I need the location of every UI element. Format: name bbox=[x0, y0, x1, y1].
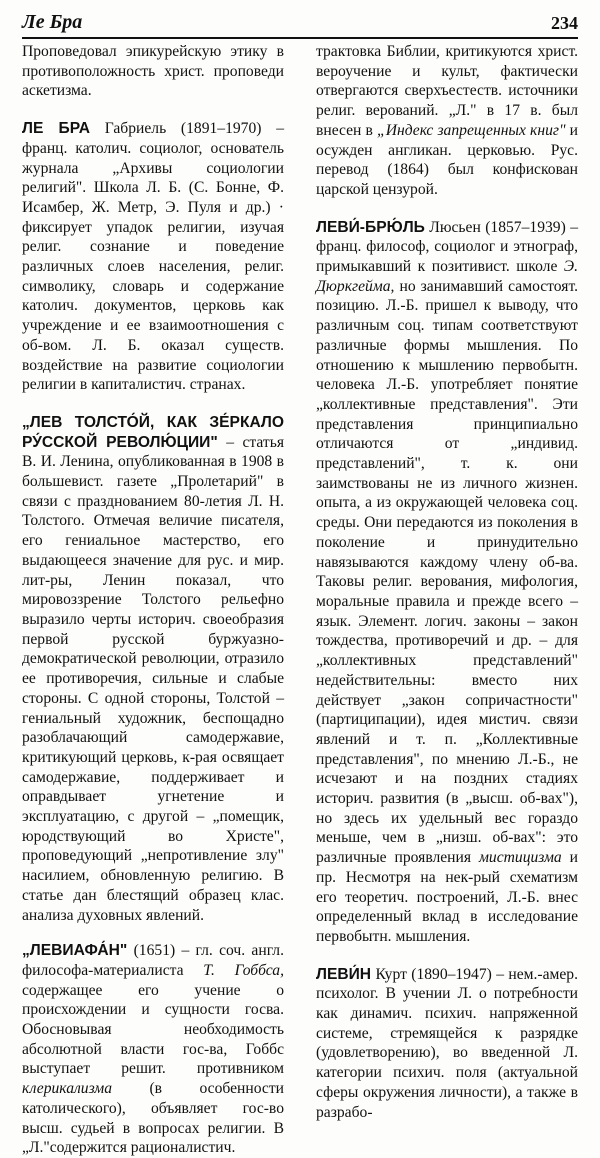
entry-italic: Э. Дюркгейма, bbox=[316, 258, 578, 295]
right-column bbox=[316, 42, 578, 1122]
left-column bbox=[22, 42, 284, 1158]
entry-levy-bruhl bbox=[316, 218, 578, 947]
entry-text: содержащее его учение о происхождении и сущности госва. Обосновывая необходимость абсолютной власти гос-ва, Гоббс выступает решит. противником bbox=[22, 981, 284, 1078]
continued-paragraph bbox=[316, 42, 578, 200]
headword: ЛЕ БРА bbox=[22, 120, 91, 138]
entry-text: трактовка Библии, критикуются христ. вероучение и культ, фактически отвергаются сверхъестеств. источники религ. верований. „Л." в 17 в. был внесен в bbox=[316, 43, 578, 139]
headword: ЛЕВИ́Н bbox=[316, 965, 372, 983]
continued-paragraph: Проповедовал эпикурейскую этику в противоположность христ. проповеди аскетизма. bbox=[22, 43, 284, 100]
entry-text: Люсьен (1857–1939) – франц. философ, социолог и этнограф, примыкавший к позитивист. школе bbox=[316, 218, 578, 276]
headword: „ЛЕВИАФА́Н" bbox=[22, 942, 128, 960]
entry-italic: клерикализма bbox=[22, 1080, 113, 1098]
entry-text: но занимавший самостоят. позицию. Л.-Б. пришел к выводу, что различным соц. типам соответствуют различные формы мышления. По отношению к мышлению первобытн. человека Л.-Б. употребляет понятие „коллективные представления". Эти представления принципиально отличаются от „индивид. представлений", т. к. они заимствованы не из личного жизнен. опыта, а из окружающей человека соц. среды. Они передаются из поколения в поколение и принудительно навязываются каждому члену об-ва. Таковы религ. верования, мифология, моральные правила и прежде всего – язык. Элемент. логич. законы – закон тождества, противоречий и др. – для „коллективных представлений" недействительны: вместо них действует „закон сопричастности" (партиципации), идея мистич. связи явлений и т. п. „Коллективные представления", по мнению Л.-Б., не исчезают и на поздних стадиях историч. развития (в „высш. об-вах"), но здесь их удельный вес гораздо меньше, чем в „низш. об-вах": это различные проявления bbox=[316, 277, 578, 867]
entry-lev-tolstoy bbox=[22, 413, 284, 925]
headword: „ЛЕВ ТОЛСТО́Й, КАК ЗЕ́РКАЛО РУ́ССКОЙ РЕВОЛЮ́ЦИИ" bbox=[22, 413, 284, 451]
entry-le-bra bbox=[22, 119, 284, 395]
entry-levin bbox=[316, 965, 578, 1123]
page-number: 234 bbox=[551, 13, 578, 33]
entry-text: (1651) – гл. соч. англ. философа-материалиста bbox=[22, 942, 284, 979]
entry-text: и пр. Несмотря на нек-рый схематизм его теоретич. построений, Л.-Б. внес определенный вклад в исследование первобытн. мышления. bbox=[316, 849, 578, 945]
entry-italic: мистицизма bbox=[478, 849, 562, 867]
running-head: Ле Бра bbox=[22, 11, 83, 33]
entry-text: – статья В. И. Ленина, опубликованная в 1908 в большевист. газете „Пролетарий" в связи с празднованием 80-летия Л. Н. Толстого. Отмечая величие писателя, его гениальное мастерство, его выдающееся значение для рус. и мир. лит-ры, Ленин показал, что мировоззрение Толстого рельефно выразило черты историч. своеобразия первой русской буржуазно-демократической революции, отразило ее противоречия, сильные и слабые стороны. С одной стороны, Толстой – гениальный художник, беспощадно разоблачающий самодержавие, критикующий церковь, к-рая освящает самодержавие, поддерживает и оправдывает угнетение и эксплуатацию, с другой – „помещик, юродствующий во Христе", проповедующий „непротивление злу" насилием, обновленную религию. В статье дан блестящий образец клас. анализа духовных явлений. bbox=[22, 433, 284, 924]
entry-text: и осужден англикан. церковью. Рус. перевод (1864) был конфискован царской цензурой. bbox=[316, 121, 578, 198]
headword: ЛЕВИ́-БРЮ́ЛЬ bbox=[316, 218, 425, 236]
entry-italic: „Индекс запрещенных книг" bbox=[377, 121, 566, 139]
entry-text: Курт (1890–1947) – нем.-амер. психолог. В учении Л. о потребности как динамич. психич. напряженной системе, стремящейся к разрядке (удовлетворению), во введенной Л. категории психич. поля (актуальной сферы окружения личности), а также в разрабо- bbox=[316, 965, 578, 1121]
entry-leviafan bbox=[22, 941, 284, 1158]
entry-text: (в особенности католического), объявляет гос-во высш. судьей в вопросах религии. В „Л."содержится рационалистич. bbox=[22, 1080, 284, 1157]
page-header bbox=[22, 8, 578, 39]
entry-italic: Т. Гоббса, bbox=[203, 961, 284, 979]
entry-text: Габриель (1891–1970) – франц. католич. социолог, основатель журнала „Архивы социологии религий". Школа Л. Б. (С. Бонне, Ф. Исамбер, Ж. Метр, Э. Пуля и др.) · фиксирует упадок религии, изучая религ. сознание и поведение различных слоев населения, религ. символику, словарь и содержание католич. документов, церковь как учреждение и ее взаимоотношения с об-вом. Л. Б. оказал существ. воздействие на развитие социологии религии в капиталистич. странах. bbox=[22, 120, 284, 394]
